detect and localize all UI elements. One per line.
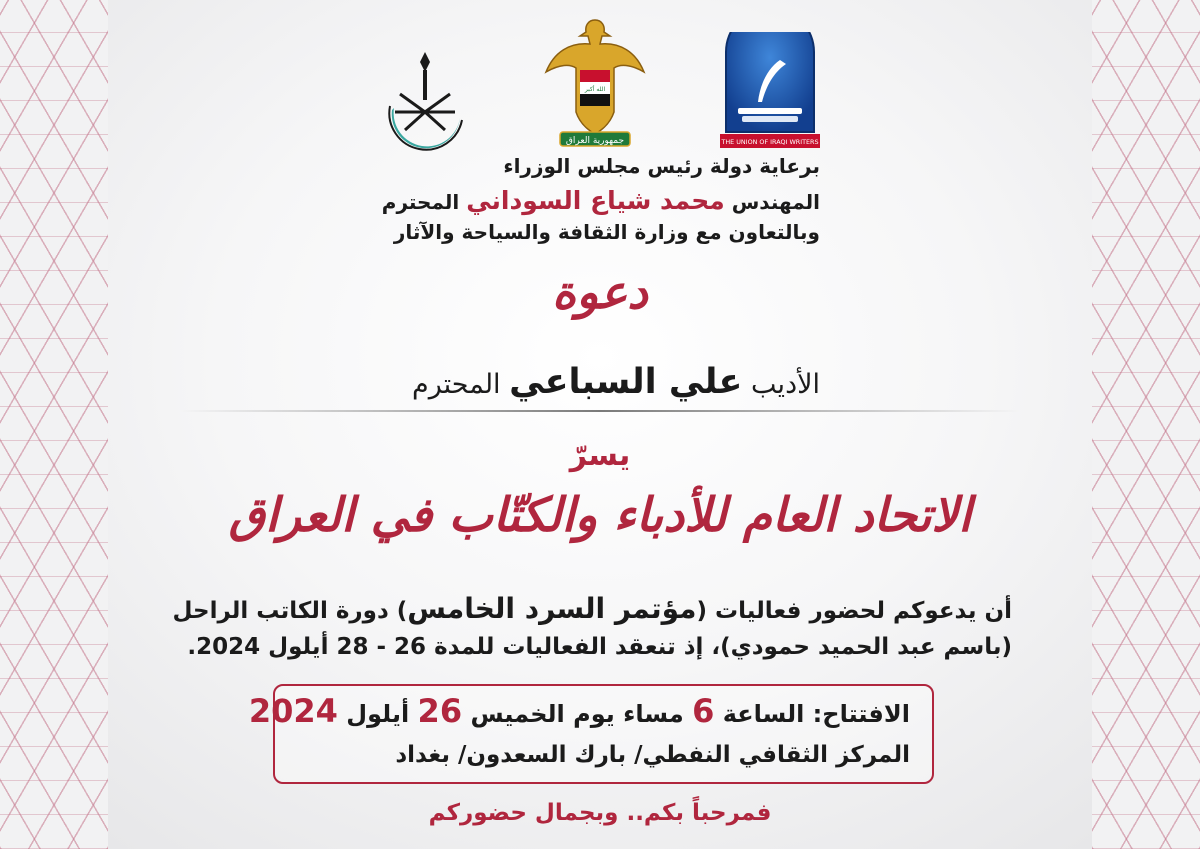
decorative-pattern-right (1092, 0, 1200, 849)
writers-union-quill-logo-icon (720, 32, 820, 152)
patronage-line-2 (382, 186, 820, 215)
closing-text: فمرحباً بكم.. وبجمال حضوركم (428, 800, 772, 826)
patronage-line-3: وبالتعاون مع وزارة الثقافة والسياحة والآثار (393, 220, 820, 244)
divider (180, 410, 1020, 412)
body-line-1-suffix: ) دورة الكاتب الراحل (172, 598, 408, 624)
crescent-calligraphy-logo-icon (380, 32, 470, 152)
svg-text:جمهورية العراق: جمهورية العراق (565, 136, 625, 146)
guest-title: الأديب (751, 369, 820, 400)
patronage-line-1: برعاية دولة رئيس مجلس الوزراء (503, 154, 820, 178)
opening-venue: المركز الثقافي النفطي/ بارك السعدون/ بغداد (395, 742, 910, 768)
guest-name: علي السباعي (509, 362, 743, 402)
pleased-text: يسرّ (569, 438, 631, 473)
event-name: مؤتمر السرد الخامس (407, 592, 697, 625)
host-organization: الاتحاد العام للأدباء والكتّاب في العراق (228, 488, 972, 543)
patron-honorific: المحترم (381, 190, 460, 214)
body-line-2: (باسم عبد الحميد حمودي)، إذ تنعقد الفعاليات للمدة 26 - 28 أيلول 2024. (187, 634, 1012, 660)
opening-year: 2024 (248, 692, 338, 730)
svg-text:THE UNION OF IRAQI WRITERS: THE UNION OF IRAQI WRITERS (721, 138, 819, 146)
body-line-1-prefix: أن يدعوكم لحضور فعاليات ( (696, 598, 1012, 624)
logo-row (380, 12, 820, 152)
opening-label: الافتتاح: الساعة (722, 700, 910, 728)
body-line-1 (172, 592, 1012, 625)
svg-text:الله أكبر: الله أكبر (584, 86, 606, 93)
guest-line (412, 362, 820, 402)
opening-time (249, 692, 910, 730)
patron-name: محمد شياع السوداني (466, 186, 725, 215)
guest-honorific: المحترم (412, 369, 501, 400)
decorative-pattern-left (0, 0, 108, 849)
opening-day-text: مساء يوم الخميس (470, 700, 684, 728)
patron-title: المهندس (731, 190, 820, 214)
opening-hour: 6 (692, 692, 715, 730)
opening-month: أيلول (346, 700, 410, 728)
invitation-title: دعوة (552, 265, 648, 319)
iraq-eagle-emblem-icon (540, 12, 650, 152)
opening-day: 26 (417, 692, 463, 730)
